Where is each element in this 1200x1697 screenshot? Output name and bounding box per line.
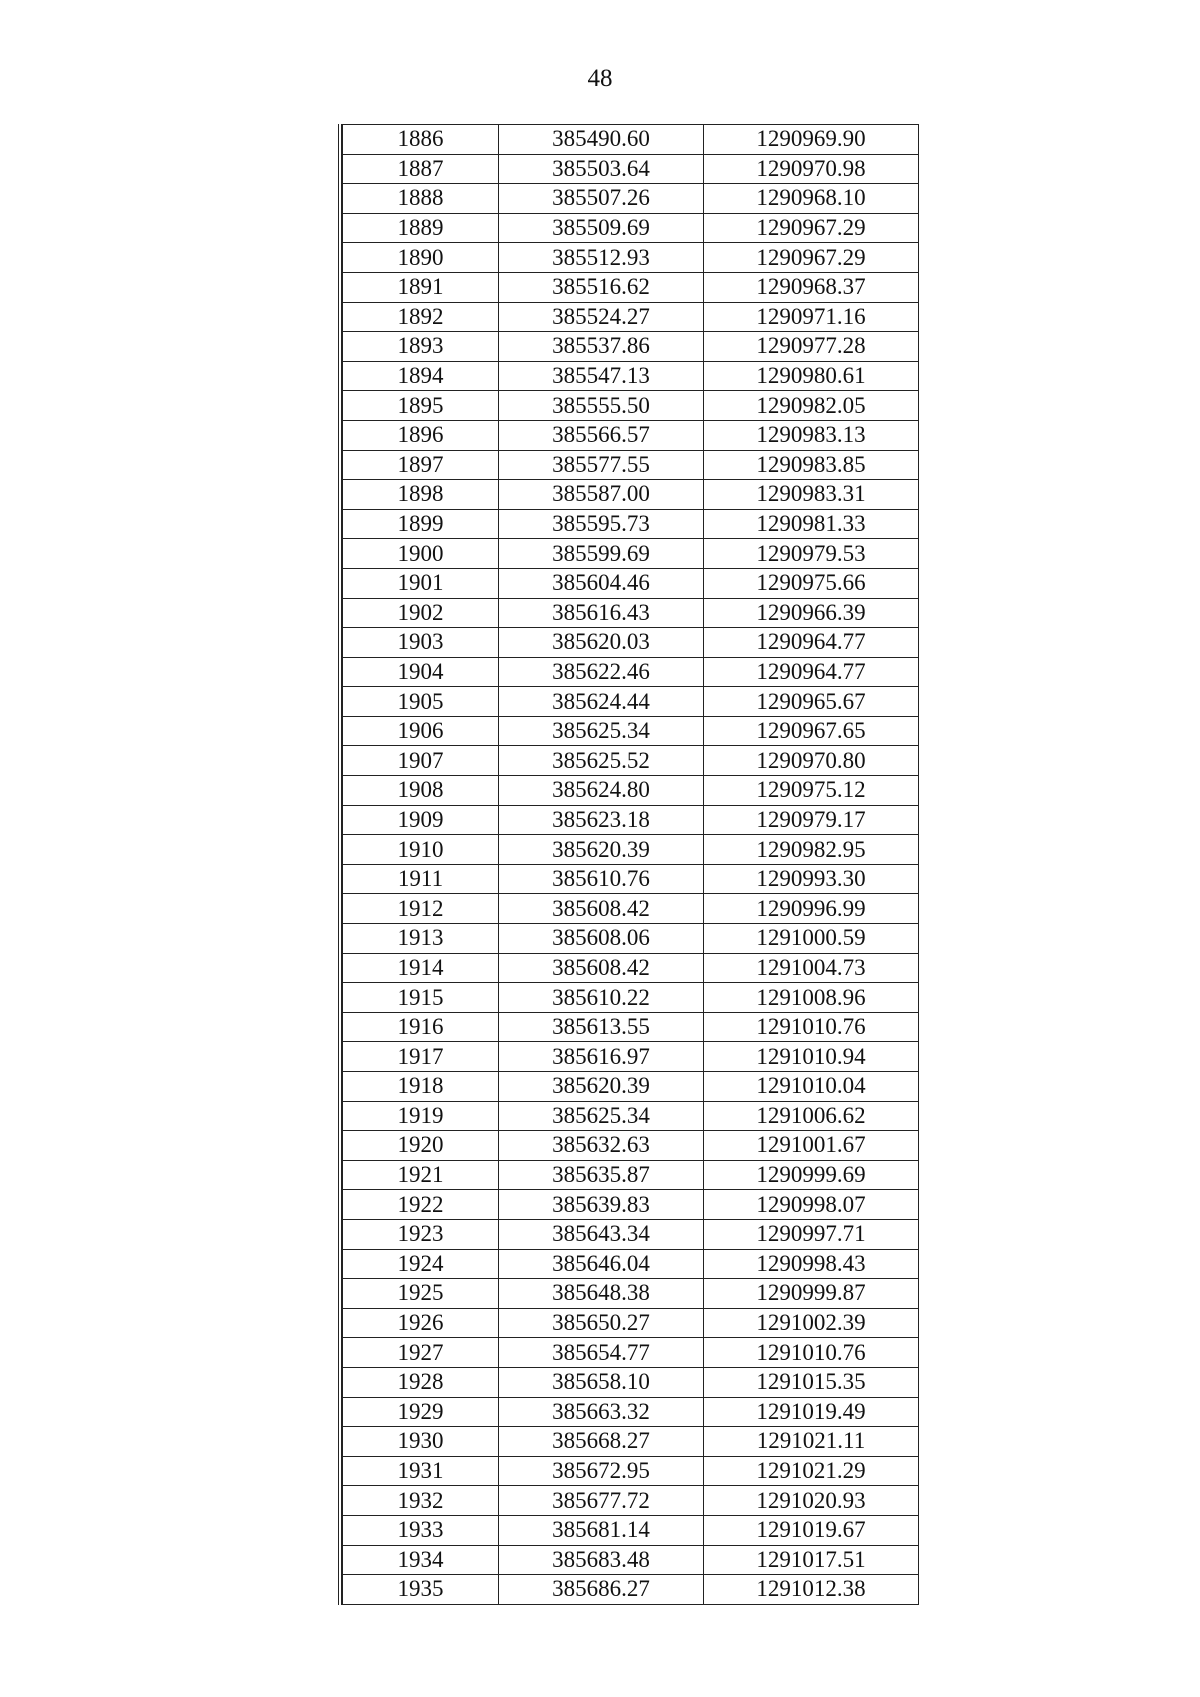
y-coordinate-cell: 1291010.04 bbox=[704, 1072, 919, 1102]
table-row bbox=[343, 1545, 919, 1575]
x-coordinate-cell: 385613.55 bbox=[499, 1012, 704, 1042]
point-number-cell: 1923 bbox=[343, 1219, 499, 1249]
point-number-cell: 1890 bbox=[343, 243, 499, 273]
table-row bbox=[343, 776, 919, 806]
table-row bbox=[343, 1367, 919, 1397]
point-number-cell: 1891 bbox=[343, 272, 499, 302]
y-coordinate-cell: 1290968.37 bbox=[704, 272, 919, 302]
table-row bbox=[343, 125, 919, 155]
x-coordinate-cell: 385654.77 bbox=[499, 1338, 704, 1368]
x-coordinate-cell: 385632.63 bbox=[499, 1131, 704, 1161]
point-number-cell: 1897 bbox=[343, 450, 499, 480]
table-row bbox=[343, 391, 919, 421]
y-coordinate-cell: 1290967.65 bbox=[704, 716, 919, 746]
coordinates-table-body bbox=[343, 125, 919, 1605]
x-coordinate-cell: 385620.39 bbox=[499, 835, 704, 865]
y-coordinate-cell: 1290964.77 bbox=[704, 628, 919, 658]
table-row bbox=[343, 1072, 919, 1102]
table-row bbox=[343, 1397, 919, 1427]
table-row bbox=[343, 746, 919, 776]
point-number-cell: 1906 bbox=[343, 716, 499, 746]
table-row bbox=[343, 628, 919, 658]
table-row bbox=[343, 184, 919, 214]
x-coordinate-cell: 385648.38 bbox=[499, 1279, 704, 1309]
x-coordinate-cell: 385658.10 bbox=[499, 1367, 704, 1397]
y-coordinate-cell: 1290983.85 bbox=[704, 450, 919, 480]
point-number-cell: 1918 bbox=[343, 1072, 499, 1102]
point-number-cell: 1929 bbox=[343, 1397, 499, 1427]
table-row bbox=[343, 509, 919, 539]
table-row bbox=[343, 598, 919, 628]
x-coordinate-cell: 385616.43 bbox=[499, 598, 704, 628]
table-row bbox=[343, 1160, 919, 1190]
point-number-cell: 1934 bbox=[343, 1545, 499, 1575]
y-coordinate-cell: 1291012.38 bbox=[704, 1575, 919, 1605]
point-number-cell: 1886 bbox=[343, 125, 499, 155]
table-row bbox=[343, 864, 919, 894]
y-coordinate-cell: 1290997.71 bbox=[704, 1219, 919, 1249]
table-row bbox=[343, 805, 919, 835]
table-row bbox=[343, 1456, 919, 1486]
point-number-cell: 1912 bbox=[343, 894, 499, 924]
point-number-cell: 1907 bbox=[343, 746, 499, 776]
y-coordinate-cell: 1290999.87 bbox=[704, 1279, 919, 1309]
point-number-cell: 1898 bbox=[343, 480, 499, 510]
point-number-cell: 1919 bbox=[343, 1101, 499, 1131]
table-row bbox=[343, 835, 919, 865]
table-row bbox=[343, 539, 919, 569]
point-number-cell: 1908 bbox=[343, 776, 499, 806]
y-coordinate-cell: 1290969.90 bbox=[704, 125, 919, 155]
point-number-cell: 1903 bbox=[343, 628, 499, 658]
point-number-cell: 1894 bbox=[343, 361, 499, 391]
table-row bbox=[343, 983, 919, 1013]
table-row bbox=[343, 480, 919, 510]
x-coordinate-cell: 385555.50 bbox=[499, 391, 704, 421]
x-coordinate-cell: 385646.04 bbox=[499, 1249, 704, 1279]
table-row bbox=[343, 1131, 919, 1161]
x-coordinate-cell: 385683.48 bbox=[499, 1545, 704, 1575]
point-number-cell: 1922 bbox=[343, 1190, 499, 1220]
x-coordinate-cell: 385622.46 bbox=[499, 657, 704, 687]
x-coordinate-cell: 385616.97 bbox=[499, 1042, 704, 1072]
y-coordinate-cell: 1291020.93 bbox=[704, 1486, 919, 1516]
table-row bbox=[343, 1575, 919, 1605]
y-coordinate-cell: 1291008.96 bbox=[704, 983, 919, 1013]
table-row bbox=[343, 1279, 919, 1309]
table-row bbox=[343, 953, 919, 983]
point-number-cell: 1887 bbox=[343, 154, 499, 184]
point-number-cell: 1915 bbox=[343, 983, 499, 1013]
point-number-cell: 1935 bbox=[343, 1575, 499, 1605]
point-number-cell: 1921 bbox=[343, 1160, 499, 1190]
table-row bbox=[343, 1249, 919, 1279]
table-row bbox=[343, 894, 919, 924]
y-coordinate-cell: 1290993.30 bbox=[704, 864, 919, 894]
x-coordinate-cell: 385608.42 bbox=[499, 894, 704, 924]
x-coordinate-cell: 385503.64 bbox=[499, 154, 704, 184]
point-number-cell: 1909 bbox=[343, 805, 499, 835]
table-row bbox=[343, 687, 919, 717]
y-coordinate-cell: 1290980.61 bbox=[704, 361, 919, 391]
y-coordinate-cell: 1291015.35 bbox=[704, 1367, 919, 1397]
y-coordinate-cell: 1291001.67 bbox=[704, 1131, 919, 1161]
table-row bbox=[343, 272, 919, 302]
x-coordinate-cell: 385668.27 bbox=[499, 1427, 704, 1457]
y-coordinate-cell: 1291000.59 bbox=[704, 924, 919, 954]
x-coordinate-cell: 385604.46 bbox=[499, 568, 704, 598]
page-number: 48 bbox=[587, 65, 613, 92]
table-row bbox=[343, 332, 919, 362]
point-number-cell: 1888 bbox=[343, 184, 499, 214]
table-row bbox=[343, 1042, 919, 1072]
point-number-cell: 1926 bbox=[343, 1308, 499, 1338]
y-coordinate-cell: 1291019.67 bbox=[704, 1515, 919, 1545]
x-coordinate-cell: 385620.03 bbox=[499, 628, 704, 658]
x-coordinate-cell: 385623.18 bbox=[499, 805, 704, 835]
coordinates-table-wrapper bbox=[338, 124, 918, 1605]
x-coordinate-cell: 385663.32 bbox=[499, 1397, 704, 1427]
point-number-cell: 1913 bbox=[343, 924, 499, 954]
x-coordinate-cell: 385625.34 bbox=[499, 1101, 704, 1131]
table-row bbox=[343, 716, 919, 746]
x-coordinate-cell: 385577.55 bbox=[499, 450, 704, 480]
point-number-cell: 1931 bbox=[343, 1456, 499, 1486]
table-row bbox=[343, 1101, 919, 1131]
y-coordinate-cell: 1291010.76 bbox=[704, 1012, 919, 1042]
x-coordinate-cell: 385625.34 bbox=[499, 716, 704, 746]
x-coordinate-cell: 385610.76 bbox=[499, 864, 704, 894]
y-coordinate-cell: 1290982.05 bbox=[704, 391, 919, 421]
point-number-cell: 1911 bbox=[343, 864, 499, 894]
x-coordinate-cell: 385516.62 bbox=[499, 272, 704, 302]
y-coordinate-cell: 1290979.53 bbox=[704, 539, 919, 569]
point-number-cell: 1930 bbox=[343, 1427, 499, 1457]
table-row bbox=[343, 213, 919, 243]
x-coordinate-cell: 385610.22 bbox=[499, 983, 704, 1013]
x-coordinate-cell: 385537.86 bbox=[499, 332, 704, 362]
x-coordinate-cell: 385625.52 bbox=[499, 746, 704, 776]
table-row bbox=[343, 1190, 919, 1220]
table-row bbox=[343, 1486, 919, 1516]
y-coordinate-cell: 1291019.49 bbox=[704, 1397, 919, 1427]
y-coordinate-cell: 1290965.67 bbox=[704, 687, 919, 717]
table-row bbox=[343, 243, 919, 273]
table-row bbox=[343, 450, 919, 480]
x-coordinate-cell: 385677.72 bbox=[499, 1486, 704, 1516]
y-coordinate-cell: 1290996.99 bbox=[704, 894, 919, 924]
table-row bbox=[343, 1219, 919, 1249]
point-number-cell: 1899 bbox=[343, 509, 499, 539]
table-row bbox=[343, 420, 919, 450]
x-coordinate-cell: 385566.57 bbox=[499, 420, 704, 450]
y-coordinate-cell: 1290977.28 bbox=[704, 332, 919, 362]
y-coordinate-cell: 1290970.98 bbox=[704, 154, 919, 184]
point-number-cell: 1900 bbox=[343, 539, 499, 569]
table-row bbox=[343, 568, 919, 598]
y-coordinate-cell: 1290967.29 bbox=[704, 243, 919, 273]
point-number-cell: 1902 bbox=[343, 598, 499, 628]
point-number-cell: 1896 bbox=[343, 420, 499, 450]
x-coordinate-cell: 385681.14 bbox=[499, 1515, 704, 1545]
x-coordinate-cell: 385639.83 bbox=[499, 1190, 704, 1220]
point-number-cell: 1917 bbox=[343, 1042, 499, 1072]
point-number-cell: 1927 bbox=[343, 1338, 499, 1368]
point-number-cell: 1916 bbox=[343, 1012, 499, 1042]
table-row bbox=[343, 1427, 919, 1457]
x-coordinate-cell: 385595.73 bbox=[499, 509, 704, 539]
y-coordinate-cell: 1290999.69 bbox=[704, 1160, 919, 1190]
x-coordinate-cell: 385650.27 bbox=[499, 1308, 704, 1338]
x-coordinate-cell: 385599.69 bbox=[499, 539, 704, 569]
y-coordinate-cell: 1290975.66 bbox=[704, 568, 919, 598]
y-coordinate-cell: 1291021.11 bbox=[704, 1427, 919, 1457]
x-coordinate-cell: 385620.39 bbox=[499, 1072, 704, 1102]
y-coordinate-cell: 1290970.80 bbox=[704, 746, 919, 776]
y-coordinate-cell: 1291002.39 bbox=[704, 1308, 919, 1338]
x-coordinate-cell: 385608.06 bbox=[499, 924, 704, 954]
point-number-cell: 1893 bbox=[343, 332, 499, 362]
coordinates-table bbox=[342, 124, 919, 1605]
table-row bbox=[343, 1338, 919, 1368]
x-coordinate-cell: 385608.42 bbox=[499, 953, 704, 983]
y-coordinate-cell: 1290998.43 bbox=[704, 1249, 919, 1279]
table-row bbox=[343, 302, 919, 332]
table-row bbox=[343, 154, 919, 184]
y-coordinate-cell: 1290966.39 bbox=[704, 598, 919, 628]
y-coordinate-cell: 1290981.33 bbox=[704, 509, 919, 539]
point-number-cell: 1914 bbox=[343, 953, 499, 983]
x-coordinate-cell: 385672.95 bbox=[499, 1456, 704, 1486]
x-coordinate-cell: 385624.80 bbox=[499, 776, 704, 806]
y-coordinate-cell: 1290983.31 bbox=[704, 480, 919, 510]
point-number-cell: 1895 bbox=[343, 391, 499, 421]
y-coordinate-cell: 1291006.62 bbox=[704, 1101, 919, 1131]
table-row bbox=[343, 1308, 919, 1338]
point-number-cell: 1925 bbox=[343, 1279, 499, 1309]
table-row bbox=[343, 924, 919, 954]
point-number-cell: 1889 bbox=[343, 213, 499, 243]
x-coordinate-cell: 385643.34 bbox=[499, 1219, 704, 1249]
y-coordinate-cell: 1290967.29 bbox=[704, 213, 919, 243]
point-number-cell: 1933 bbox=[343, 1515, 499, 1545]
y-coordinate-cell: 1291010.76 bbox=[704, 1338, 919, 1368]
point-number-cell: 1892 bbox=[343, 302, 499, 332]
x-coordinate-cell: 385512.93 bbox=[499, 243, 704, 273]
y-coordinate-cell: 1291017.51 bbox=[704, 1545, 919, 1575]
x-coordinate-cell: 385587.00 bbox=[499, 480, 704, 510]
y-coordinate-cell: 1290975.12 bbox=[704, 776, 919, 806]
x-coordinate-cell: 385509.69 bbox=[499, 213, 704, 243]
point-number-cell: 1905 bbox=[343, 687, 499, 717]
y-coordinate-cell: 1291021.29 bbox=[704, 1456, 919, 1486]
y-coordinate-cell: 1291010.94 bbox=[704, 1042, 919, 1072]
y-coordinate-cell: 1290979.17 bbox=[704, 805, 919, 835]
y-coordinate-cell: 1290968.10 bbox=[704, 184, 919, 214]
x-coordinate-cell: 385547.13 bbox=[499, 361, 704, 391]
y-coordinate-cell: 1291004.73 bbox=[704, 953, 919, 983]
point-number-cell: 1901 bbox=[343, 568, 499, 598]
table-row bbox=[343, 657, 919, 687]
point-number-cell: 1928 bbox=[343, 1367, 499, 1397]
x-coordinate-cell: 385507.26 bbox=[499, 184, 704, 214]
y-coordinate-cell: 1290971.16 bbox=[704, 302, 919, 332]
point-number-cell: 1932 bbox=[343, 1486, 499, 1516]
y-coordinate-cell: 1290964.77 bbox=[704, 657, 919, 687]
point-number-cell: 1910 bbox=[343, 835, 499, 865]
table-row bbox=[343, 1515, 919, 1545]
x-coordinate-cell: 385635.87 bbox=[499, 1160, 704, 1190]
point-number-cell: 1920 bbox=[343, 1131, 499, 1161]
point-number-cell: 1904 bbox=[343, 657, 499, 687]
x-coordinate-cell: 385624.44 bbox=[499, 687, 704, 717]
table-row bbox=[343, 361, 919, 391]
y-coordinate-cell: 1290998.07 bbox=[704, 1190, 919, 1220]
x-coordinate-cell: 385524.27 bbox=[499, 302, 704, 332]
point-number-cell: 1924 bbox=[343, 1249, 499, 1279]
y-coordinate-cell: 1290982.95 bbox=[704, 835, 919, 865]
y-coordinate-cell: 1290983.13 bbox=[704, 420, 919, 450]
x-coordinate-cell: 385490.60 bbox=[499, 125, 704, 155]
table-row bbox=[343, 1012, 919, 1042]
x-coordinate-cell: 385686.27 bbox=[499, 1575, 704, 1605]
